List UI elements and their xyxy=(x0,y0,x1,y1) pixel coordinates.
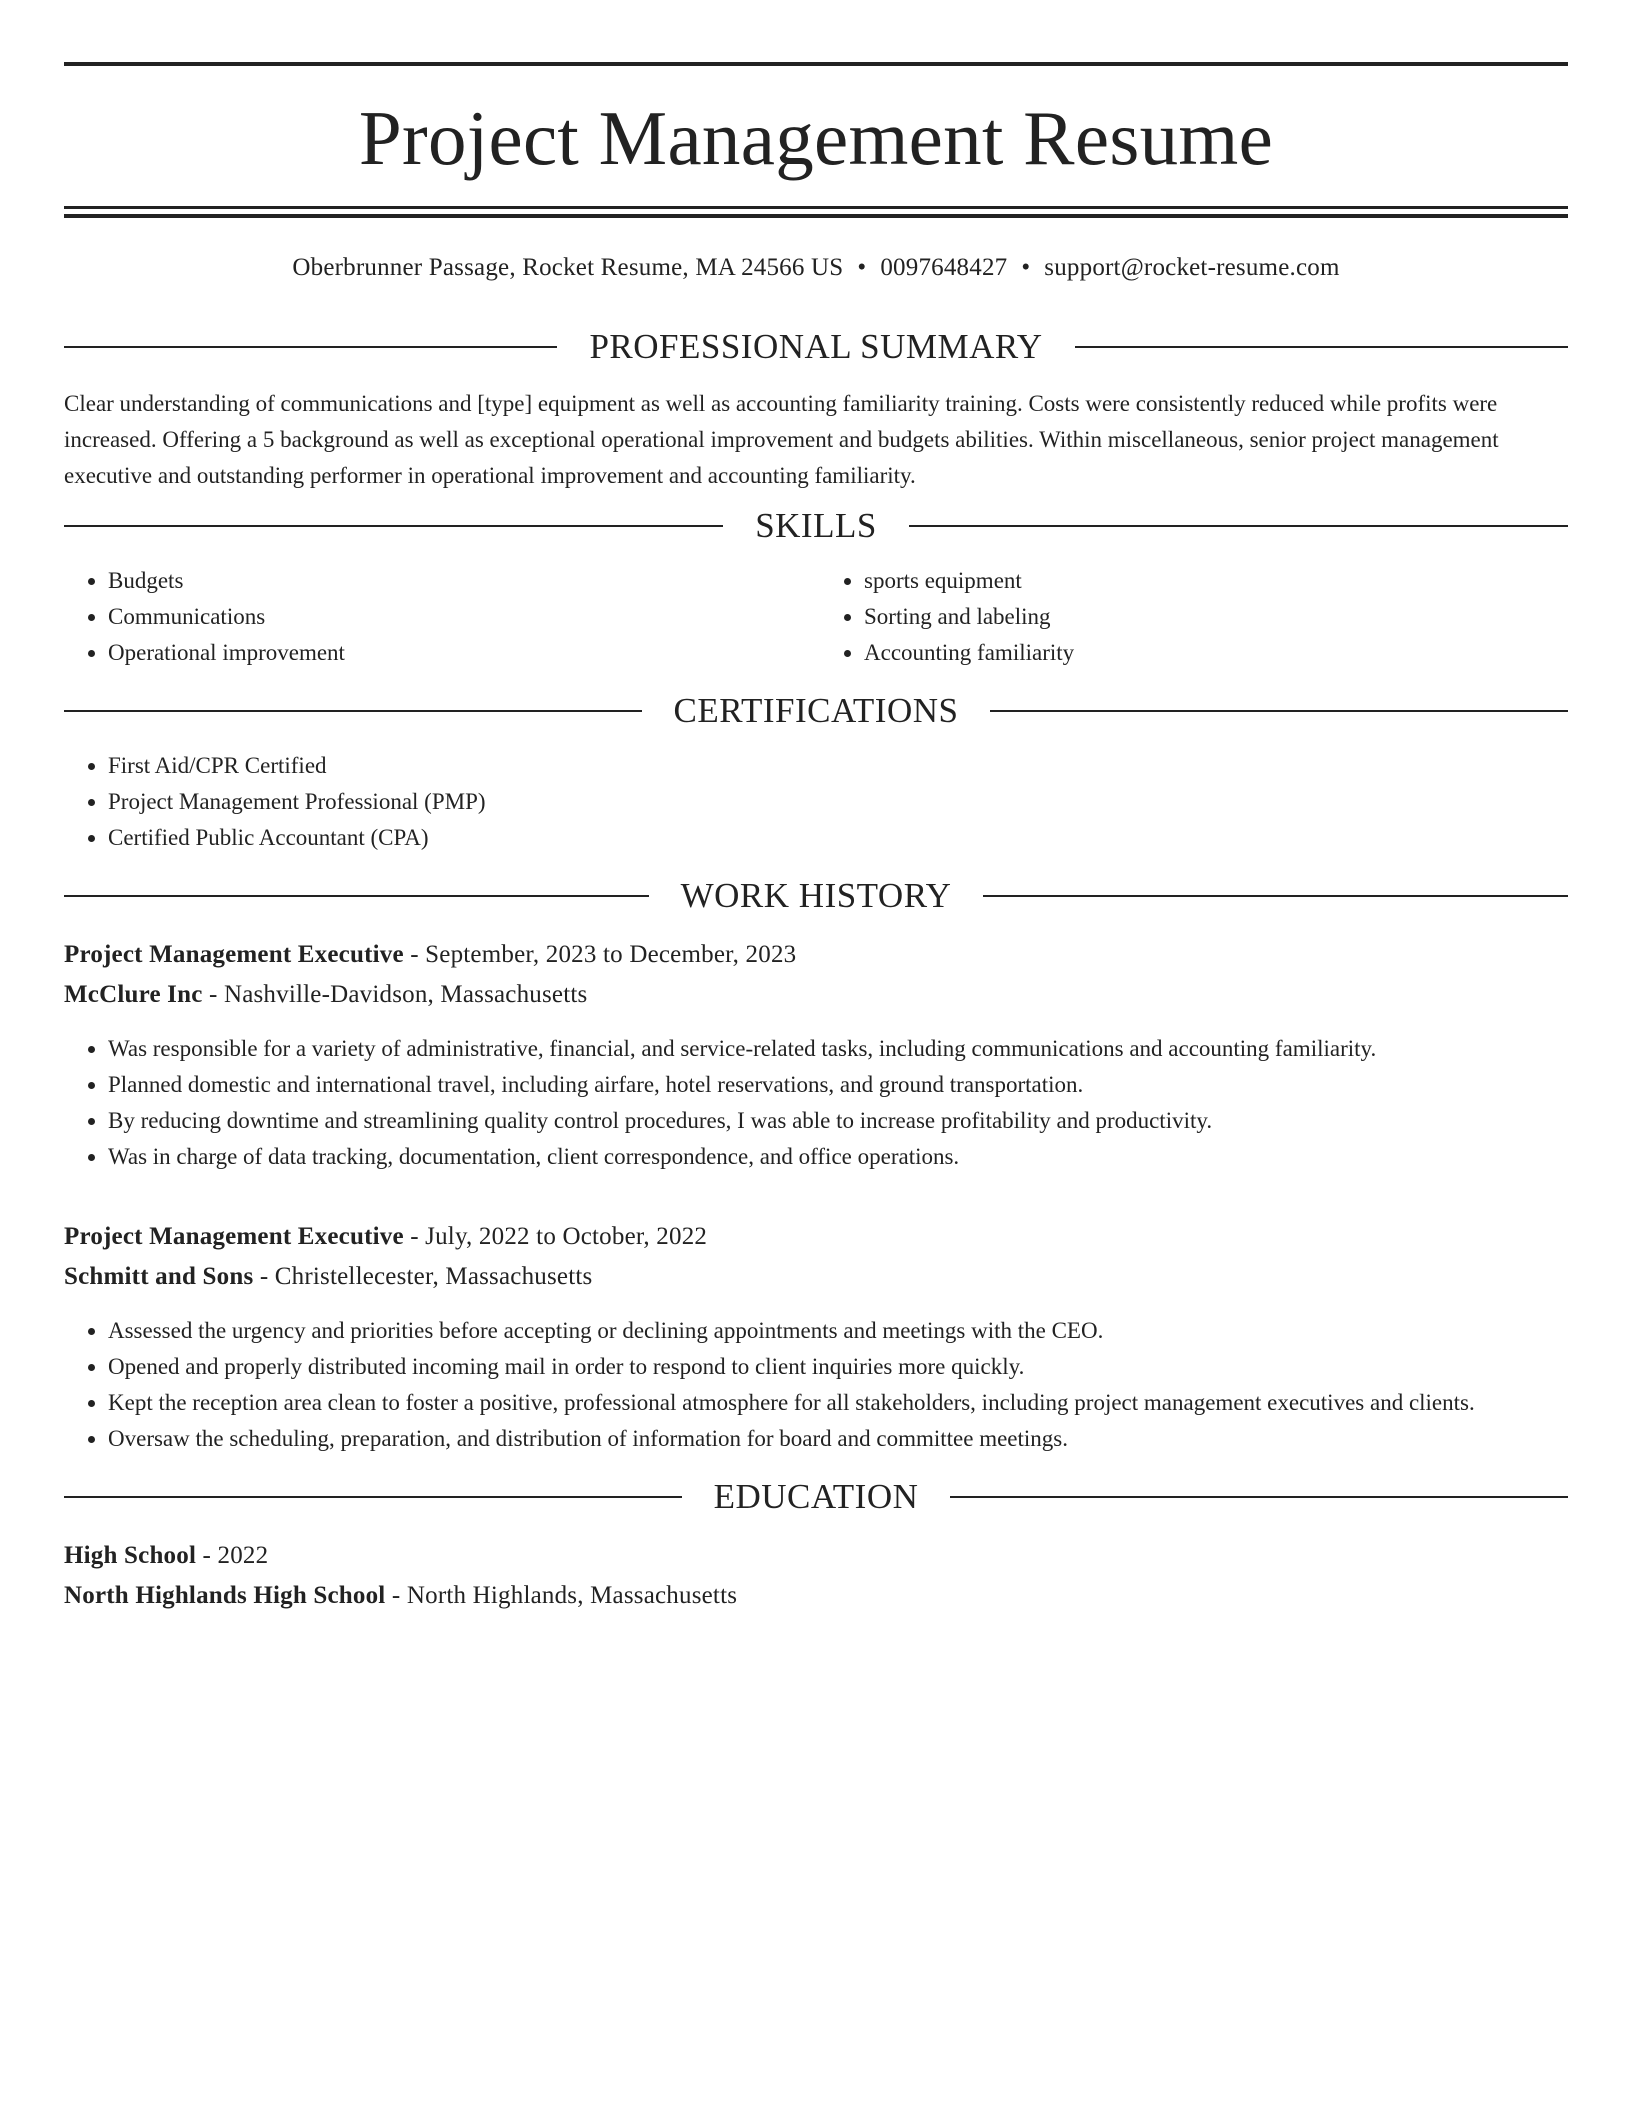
contact-phone: 0097648427 xyxy=(880,254,1008,281)
section-rule-left xyxy=(64,895,649,897)
job-duty-item: • Assessed the urgency and priorities before accepting or declining appointments and meetings with the CEO. xyxy=(108,1313,1568,1349)
certification-item: • Project Management Professional (PMP) xyxy=(108,784,1568,820)
section-rule-left xyxy=(64,1496,682,1498)
job-duty-item: • Kept the reception area clean to foster a positive, professional atmosphere for all stakeholders, including project management executives and clients. xyxy=(108,1385,1568,1421)
skill-item: • Communications xyxy=(108,599,812,635)
skill-item: • Operational improvement xyxy=(108,635,812,671)
section-title-skills: SKILLS xyxy=(755,506,877,545)
job-entry xyxy=(64,1217,1568,1457)
job-duty-item: • Oversaw the scheduling, preparation, and distribution of information for board and committee meetings. xyxy=(108,1421,1568,1457)
education-school-line xyxy=(64,1576,1568,1616)
job-duty-item: • Was responsible for a variety of administrative, financial, and service-related tasks, including communications and accounting familiarity. xyxy=(108,1031,1568,1067)
skills-grid xyxy=(64,543,1568,671)
document-title: Project Management Resume xyxy=(358,95,1274,181)
skill-item: • Budgets xyxy=(108,563,812,599)
job-dates: - September, 2023 to December, 2023 xyxy=(403,941,797,968)
section-header-certifications xyxy=(64,693,1568,728)
title-top-rule xyxy=(64,62,1568,66)
contact-address: Oberbrunner Passage, Rocket Resume, MA 24566 US xyxy=(292,254,844,281)
job-company-line xyxy=(64,1257,1568,1297)
certifications-list xyxy=(64,748,1568,856)
skills-list-right xyxy=(812,563,1568,671)
job-duty-item: • By reducing downtime and streamlining quality control procedures, I was able to increase profitability and productivity. xyxy=(108,1103,1568,1139)
contact-line xyxy=(64,253,1568,283)
education-school: North Highlands High School xyxy=(64,1582,386,1609)
section-title-summary: PROFESSIONAL SUMMARY xyxy=(589,327,1043,366)
job-location: - Nashville-Davidson, Massachusetts xyxy=(202,981,588,1008)
section-rule-right xyxy=(950,1496,1568,1498)
education-degree: High School xyxy=(64,1542,197,1569)
job-title-line xyxy=(64,1217,1568,1257)
certification-item: • Certified Public Accountant (CPA) xyxy=(108,820,1568,856)
job-company-line xyxy=(64,975,1568,1015)
skill-item: • Sorting and labeling xyxy=(864,599,1568,635)
education-year: - 2022 xyxy=(196,1542,269,1569)
job-duty-item: • Planned domestic and international travel, including airfare, hotel reservations, and ground transportation. xyxy=(108,1067,1568,1103)
section-rule-right xyxy=(990,710,1568,712)
section-rule-right xyxy=(983,895,1568,897)
skill-item: • Accounting familiarity xyxy=(864,635,1568,671)
summary-text: Clear understanding of communications and [type] equipment as well as accounting familiarity training. Costs were consistently reduced while profits were increased. Offering a 5 background as well as exceptional operational improvement and budgets abilities. Within miscellaneous, senior project management executive and outstanding performer in operational improvement and accounting familiarity. xyxy=(64,391,1499,488)
job-duty-item: • Was in charge of data tracking, documentation, client correspondence, and office operations. xyxy=(108,1139,1568,1175)
contact-separator: • xyxy=(1021,254,1031,281)
skills-list-left xyxy=(64,563,812,671)
job-company: Schmitt and Sons xyxy=(64,1263,254,1290)
section-rule-left xyxy=(64,346,557,348)
job-title-line xyxy=(64,935,1568,975)
education-location: - North Highlands, Massachusetts xyxy=(385,1582,738,1609)
section-header-work-history xyxy=(64,878,1568,913)
section-rule-left xyxy=(64,525,723,527)
job-company: McClure Inc xyxy=(64,981,203,1008)
job-entry xyxy=(64,935,1568,1175)
section-rule-right xyxy=(1075,346,1568,348)
job-title: Project Management Executive xyxy=(64,1223,404,1250)
section-rule-right xyxy=(909,525,1568,527)
skill-item: • sports equipment xyxy=(864,563,1568,599)
section-title-education: EDUCATION xyxy=(713,1477,919,1516)
title-bottom-double-rule xyxy=(64,206,1568,218)
job-location: - Christellecester, Massachusetts xyxy=(253,1263,593,1290)
job-title: Project Management Executive xyxy=(64,941,404,968)
section-header-skills xyxy=(64,508,1568,543)
job-duties-list xyxy=(64,1031,1568,1175)
certification-item: • First Aid/CPR Certified xyxy=(108,748,1568,784)
contact-separator: • xyxy=(857,254,867,281)
education-degree-line xyxy=(64,1536,1568,1576)
section-rule-left xyxy=(64,710,642,712)
section-title-work-history: WORK HISTORY xyxy=(680,876,952,915)
section-header-education xyxy=(64,1479,1568,1514)
education-entry xyxy=(64,1536,1568,1616)
job-duties-list xyxy=(64,1313,1568,1457)
job-duty-item: • Opened and properly distributed incoming mail in order to respond to client inquiries more quickly. xyxy=(108,1349,1568,1385)
contact-email: support@rocket-resume.com xyxy=(1044,254,1340,281)
section-title-certifications: CERTIFICATIONS xyxy=(673,691,959,730)
job-dates: - July, 2022 to October, 2022 xyxy=(403,1223,708,1250)
section-header-summary xyxy=(64,329,1568,364)
